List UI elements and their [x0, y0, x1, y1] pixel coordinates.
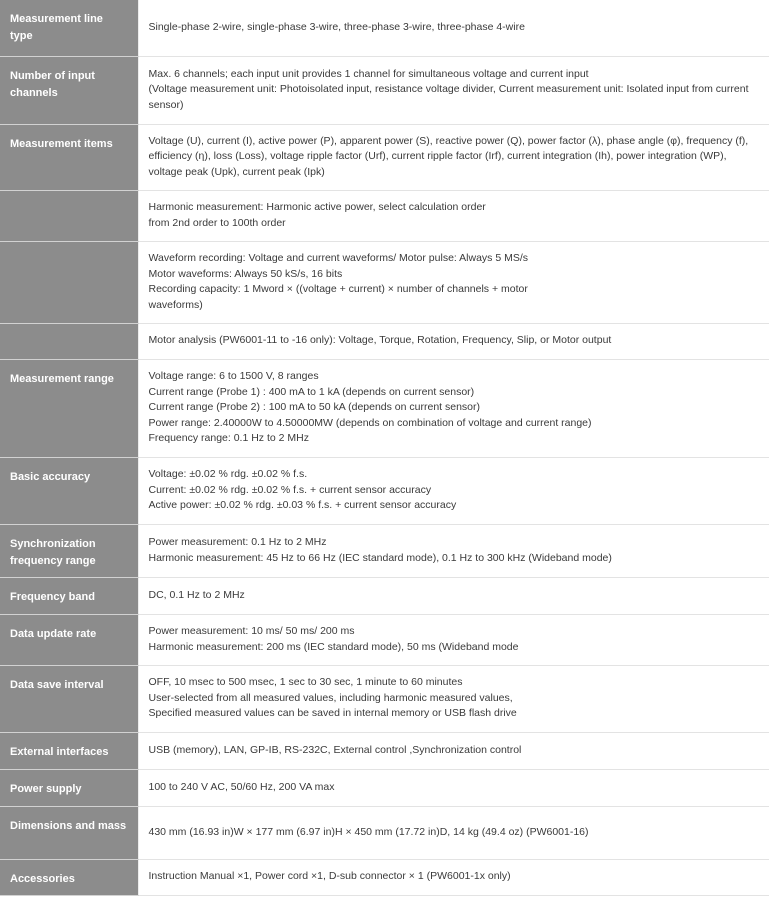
row-label: Measurement line type [0, 0, 138, 56]
spec-row-accessories [0, 859, 769, 895]
value-line: Max. 6 channels; each input unit provides 1 channel for simultaneous voltage and current input [148, 67, 589, 80]
spec-row-waveform [0, 241, 769, 323]
row-value [138, 524, 769, 577]
value-line: 100 to 240 V AC, 50/60 Hz, 200 VA max [148, 780, 335, 793]
spec-row-sync-frequency [0, 524, 769, 577]
value-line: Power measurement: 10 ms/ 50 ms/ 200 ms [148, 625, 355, 637]
row-label [0, 190, 138, 241]
value-line: Current range (Probe 2) : 100 mA to 50 kA (depends on current sensor) [148, 401, 481, 414]
row-label: Accessories [0, 859, 138, 895]
row-label: Measurement range [0, 359, 138, 457]
value-line: Motor analysis (PW6001-11 to -16 only): Voltage, Torque, Rotation, Frequency, Slip, or Motor output [148, 334, 612, 347]
row-label: Data save interval [0, 665, 138, 732]
spec-row-measurement-items [0, 124, 769, 190]
spec-row-harmonic [0, 190, 769, 241]
value-line: User-selected from all measured values, including harmonic measured values, [148, 691, 513, 704]
value-line: Power range: 2.40000W to 4.50000MW (depends on combination of voltage and current range) [148, 416, 592, 429]
row-label: Synchronization frequency range [0, 524, 138, 577]
row-value [138, 0, 769, 56]
value-line: OFF, 10 msec to 500 msec, 1 sec to 30 sec, 1 minute to 60 minutes [148, 676, 463, 689]
spec-row-save-interval [0, 665, 769, 732]
row-label: Power supply [0, 769, 138, 806]
value-line: Harmonic measurement: Harmonic active power, select calculation order [148, 201, 486, 213]
value-line: (Voltage measurement unit: Photoisolated input, resistance voltage divider, Current measurement unit: Isolated input from current sensor) [148, 83, 749, 111]
spec-row-frequency-band [0, 577, 769, 614]
row-value [138, 806, 769, 859]
spec-row-power-supply [0, 769, 769, 806]
row-label: Basic accuracy [0, 457, 138, 524]
value-line: Waveform recording: Voltage and current waveforms/ Motor pulse: Always 5 MS/s [148, 252, 529, 264]
row-label: Dimensions and mass [0, 806, 138, 859]
value-line: Motor waveforms: Always 50 kS/s, 16 bits [148, 267, 343, 280]
row-value [138, 859, 769, 895]
row-label [0, 323, 138, 359]
row-value [138, 190, 769, 241]
row-label [0, 241, 138, 323]
row-label: Data update rate [0, 614, 138, 665]
value-line: Recording capacity: 1 Mword × ((voltage + current) × number of channels + motor [148, 283, 528, 295]
row-label: Measurement items [0, 124, 138, 190]
value-line: Specified measured values can be saved in internal memory or USB flash drive [148, 707, 517, 720]
value-line: waveforms) [148, 298, 203, 311]
row-value [138, 241, 769, 323]
spec-row-motor [0, 323, 769, 359]
spec-row-line-type [0, 0, 769, 56]
value-line: USB (memory), LAN, GP-IB, RS-232C, External control ,Synchronization control [148, 743, 522, 756]
row-value [138, 124, 769, 190]
spec-row-basic-accuracy [0, 457, 769, 524]
value-line: Frequency range: 0.1 Hz to 2 MHz [148, 432, 309, 445]
spec-row-input-channels [0, 56, 769, 124]
spec-row-interfaces [0, 732, 769, 769]
row-value [138, 614, 769, 665]
row-label: Number of input channels [0, 56, 138, 124]
value-line: Single-phase 2-wire, single-phase 3-wire, three-phase 3-wire, three-phase 4-wire [148, 21, 525, 33]
row-label: External interfaces [0, 732, 138, 769]
value-line: Active power: ±0.02 % rdg. ±0.03 % f.s. + current sensor accuracy [148, 499, 457, 512]
spec-row-measurement-range [0, 359, 769, 457]
value-line: Voltage range: 6 to 1500 V, 8 ranges [148, 370, 319, 383]
row-label: Frequency band [0, 577, 138, 614]
row-value [138, 323, 769, 359]
spec-row-update-rate [0, 614, 769, 665]
row-value [138, 359, 769, 457]
row-value [138, 577, 769, 614]
spec-row-dimensions [0, 806, 769, 859]
value-line: Current range (Probe 1) : 400 mA to 1 kA (depends on current sensor) [148, 385, 475, 398]
row-value [138, 769, 769, 806]
value-line: 430 mm (16.93 in)W × 177 mm (6.97 in)H × 450 mm (17.72 in)D, 14 kg (49.4 oz) (PW6001-16) [148, 825, 589, 838]
row-value [138, 665, 769, 732]
value-line: Voltage: ±0.02 % rdg. ±0.02 % f.s. [148, 468, 308, 481]
row-value [138, 56, 769, 124]
row-value [138, 732, 769, 769]
value-line: Harmonic measurement: 45 Hz to 66 Hz (IEC standard mode), 0.1 Hz to 300 kHz (Wideband mode) [148, 551, 612, 564]
value-line: Power measurement: 0.1 Hz to 2 MHz [148, 536, 327, 548]
value-line: Harmonic measurement: 200 ms (IEC standard mode), 50 ms (Wideband mode [148, 640, 519, 653]
row-value [138, 457, 769, 524]
value-line: Instruction Manual ×1, Power cord ×1, D-sub connector × 1 (PW6001-1x only) [148, 870, 511, 883]
value-line: Current: ±0.02 % rdg. ±0.02 % f.s. + current sensor accuracy [148, 483, 432, 496]
value-line: DC, 0.1 Hz to 2 MHz [148, 588, 245, 601]
value-line: from 2nd order to 100th order [148, 216, 286, 229]
value-line: Voltage (U), current (I), active power (P), apparent power (S), reactive power (Q), power factor (λ), phase angle (φ), frequency (f), efficiency (η), loss (Loss), voltage ripple factor (Urf), current ripple factor (Irf), current integration (Ih), power integration (WP), voltage peak (Upk), current peak (Ipk) [148, 134, 749, 178]
